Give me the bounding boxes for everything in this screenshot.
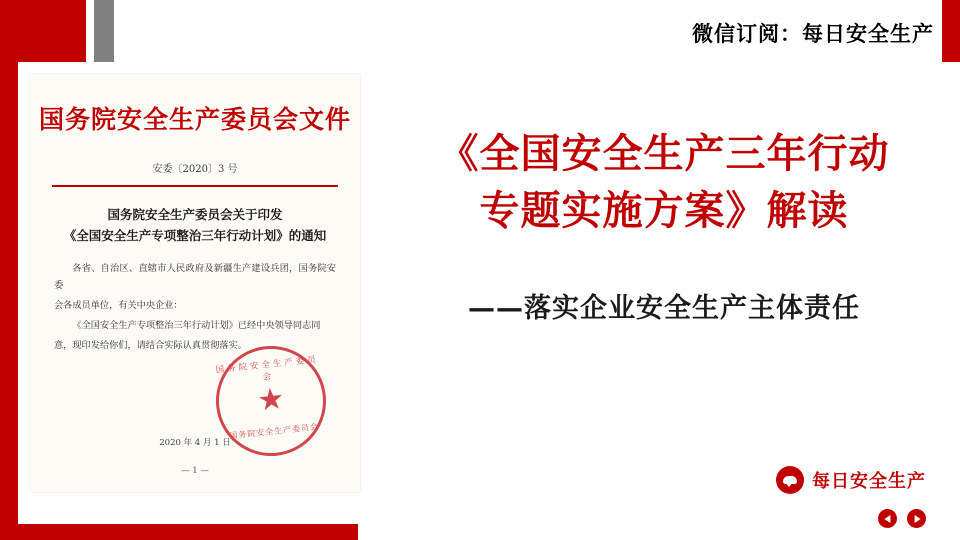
top-banner-text: 微信订阅：每日安全生产 — [692, 22, 934, 46]
document-page-marker: — 1 — — [181, 466, 209, 476]
star-icon: ★ — [255, 381, 287, 419]
document-image — [30, 74, 360, 492]
wechat-account-icon — [776, 466, 804, 494]
slide-title-line2: 专题实施方案》解读 — [479, 187, 849, 234]
wechat-badge — [776, 466, 926, 494]
left-red-strip — [0, 62, 18, 540]
bottom-red-strip — [0, 524, 358, 540]
seal-bottom-text: 国务院安全生产委员会 — [228, 422, 320, 441]
seal-top-text: 国务院安全生产委员会 — [215, 354, 320, 383]
top-left-red-block — [0, 0, 86, 62]
document-body-line3: 《全国安全生产专项整治三年行动计划》已经中央领导同志同 — [72, 320, 321, 332]
arrow-left-icon[interactable] — [878, 509, 897, 528]
top-gray-block — [94, 0, 114, 62]
slide-subtitle: ——落实企业安全生产主体责任 — [468, 293, 860, 324]
document-title — [30, 205, 360, 246]
document-header: 国务院安全生产委员会文件 — [38, 105, 351, 134]
document-divider — [52, 185, 338, 187]
document-number: 安委〔2020〕3 号 — [152, 164, 238, 175]
document-body — [54, 260, 336, 354]
document-body-line2: 会各成员单位，有关中央企业： — [54, 300, 183, 312]
document-title-line1: 国务院安全生产委员会关于印发 — [107, 207, 283, 222]
top-right-red-block — [942, 0, 960, 62]
wechat-badge-label: 每日安全生产 — [812, 471, 926, 492]
slide-title-line1: 《全国安全生产三年行动 — [438, 131, 890, 177]
arrow-right-icon[interactable] — [907, 509, 926, 528]
document-date: 2020 年 4 月 1 日 — [159, 438, 231, 448]
document-body-line1: 各省、自治区、直辖市人民政府及新疆生产建设兵团，国务院安委 — [54, 263, 336, 292]
document-body-line4: 意，现印发给你们，请结合实际认真贯彻落实。 — [54, 340, 247, 352]
slide-navigation — [878, 509, 926, 528]
slide-title — [386, 126, 942, 240]
document-title-line2: 《全国安全生产专项整治三年行动计划》的通知 — [63, 227, 327, 243]
